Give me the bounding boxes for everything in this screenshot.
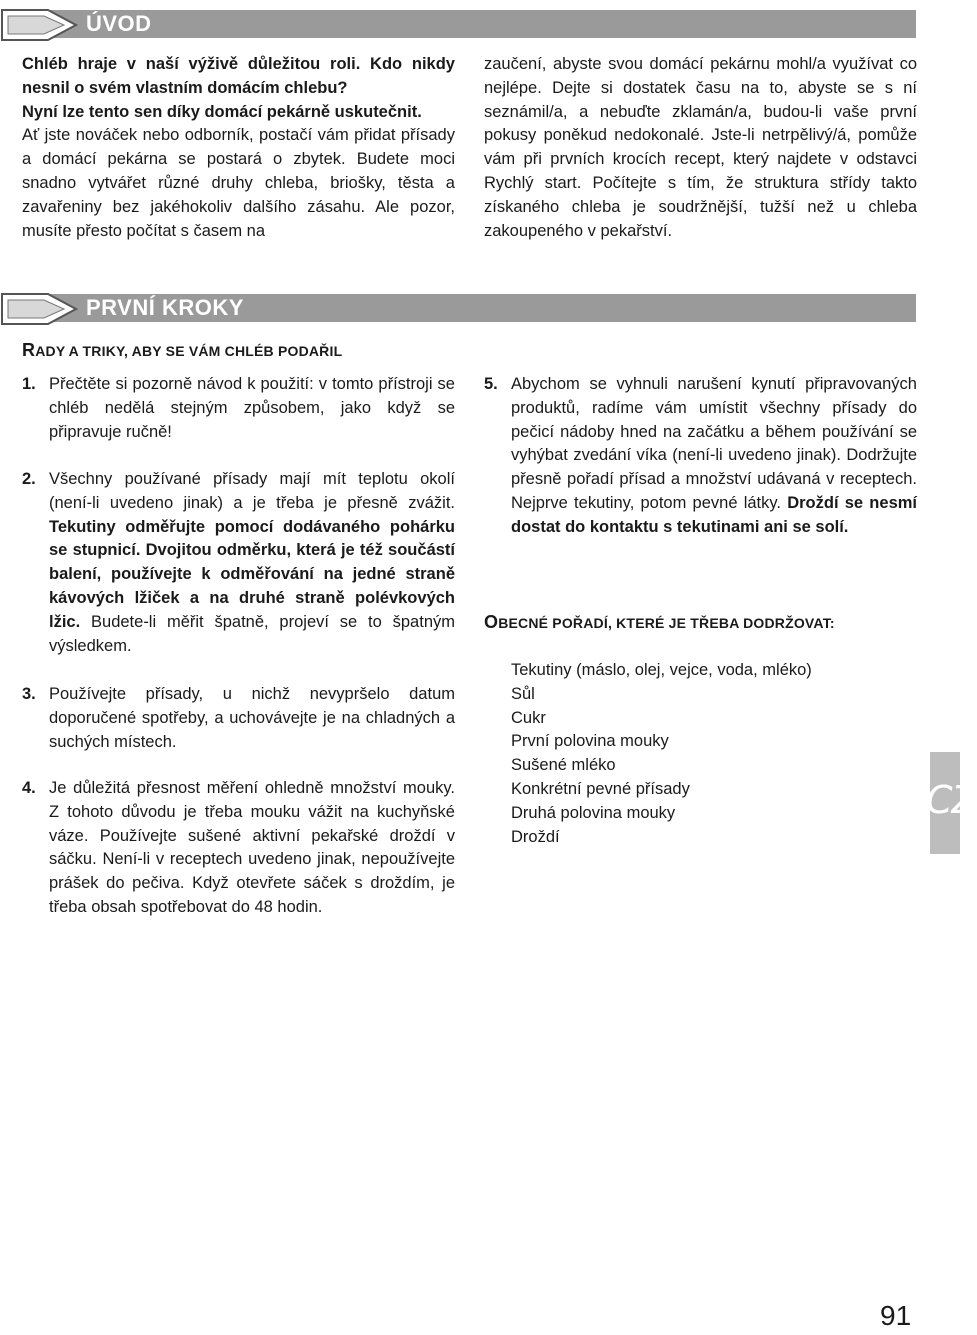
tip-text-bold: Tekutiny odměřujte pomocí dodávaného pohárku se stupnicí. Dvojitou odměrku, která je též součástí balení, používejte k odměřování na jedné straně kávových lžiček a na druhé straně polévkových lžic. <box>49 517 455 631</box>
order-heading-rest: BECNÉ POŘADÍ, KTERÉ JE TŘEBA DODRŽOVAT: <box>498 615 835 631</box>
tip-text: Přečtěte si pozorně návod k použití: v tomto přístroji se chléb nedělá stejným způsobem, jako když se připravuje ručně! <box>49 375 455 441</box>
intro-right-column <box>484 53 917 243</box>
order-list <box>511 659 812 849</box>
intro-paragraph-right: zaučení, abyste svou domácí pekárnu mohl/a využívat co nejlépe. Dejte si dostatek času na to, abyste se s ní seznámil/a, a nebuďte zklamán/a, budou-li vaše první pokusy poněkud nedokonalé. Jste-li netrpělivý/á, pomůže vám při prvních krocích recept, který najdete v odstavci Rychlý start. Počítejte s tím, že struktura střídy takto získaného chleba je soudržnější, tužší než u chleba zakoupeného v pekařství. <box>484 55 917 240</box>
tip-item-1 <box>22 373 455 444</box>
list-item: Druhá polovina mouky <box>511 803 676 822</box>
tips-heading-rest: ADY A TRIKY, ABY SE VÁM CHLÉB PODAŘIL <box>35 343 343 359</box>
tip-number: 4. <box>22 779 36 797</box>
list-item: Sůl <box>511 684 535 703</box>
tip-text-part: Všechny používané přísady mají mít teplotu okolí (není-li uvedeno jinak) a je třeba je přesně zvážit. <box>49 470 455 512</box>
list-item: Sušené mléko <box>511 756 616 775</box>
tips-heading <box>22 340 342 361</box>
tip-item-2 <box>22 468 455 658</box>
tip-text: Je důležitá přesnost měření ohledně množství mouky. Z tohoto důvodu je třeba mouku vážit na kuchyňské váze. Používejte sušené aktivní pekařské droždí v sáčku. Není-li v receptech uvedeno jinak, nepoužívejte prášek do pečiva. Když otevřete sáček s droždím, je třeba obsah spotřebovat do 48 hodin. <box>49 779 455 916</box>
tip-text: Používejte přísady, u nichž nevypršelo datum doporučené spotřeby, a uchovávejte je na chladných a suchých místech. <box>49 685 455 751</box>
list-item: Konkrétní pevné přísady <box>511 779 690 798</box>
tip-text <box>49 468 455 658</box>
list-item: Cukr <box>511 708 546 727</box>
section-title-prvni-kroky: PRVNÍ KROKY <box>86 295 244 320</box>
tip-item-4 <box>22 777 455 920</box>
intro-paragraph-left: Ať jste nováček nebo odborník, postačí vám přidat přísady a domácí pekárna se postará o zbytek. Budete moci snadno vytvářet různé druhy chleba, briošky, těsta a zavařeniny bez jakéhokoliv dalšího zásahu. Ale pozor, musíte přesto počítat s časem na <box>22 126 455 240</box>
page-number: 91 <box>880 1300 912 1331</box>
language-tab-label: CZ <box>926 778 977 822</box>
list-item: První polovina mouky <box>511 732 669 751</box>
section-arrow-icon <box>0 4 80 46</box>
tip-item-3 <box>22 683 455 754</box>
tip-number: 1. <box>22 375 36 393</box>
tip-item-5 <box>484 373 917 540</box>
list-item: Droždí <box>511 827 560 846</box>
order-heading <box>484 612 835 633</box>
tip-text-part: Abychom se vyhnuli narušení kynutí připravovaných produktů, radíme vám umístit všechny přísady do pečicí nádoby hned na začátku a během používání se vyhýbat zvedání víka (není-li uvedeno jinak). Dodržujte přesně pořadí přísad a množství udávaná v receptech. Nejprve tekutiny, potom pevné látky. <box>511 375 917 512</box>
order-heading-initial: O <box>484 612 499 632</box>
language-tab <box>926 752 977 854</box>
intro-bold-line: Chléb hraje v naší výživě důležitou roli. Kdo nikdy nesnil o svém vlastním domácím chlebu? <box>22 55 455 97</box>
tips-heading-initial: R <box>22 340 36 360</box>
section-title-uvod: ÚVOD <box>86 11 152 36</box>
tip-number: 5. <box>484 375 498 393</box>
tip-number: 3. <box>22 685 36 703</box>
list-item: Tekutiny (máslo, olej, vejce, voda, mléko) <box>511 661 812 679</box>
tip-text <box>511 373 917 540</box>
intro-bold-line: Nyní lze tento sen díky domácí pekárně uskutečnit. <box>22 102 422 121</box>
tip-text-part: Budete-li měřit špatně, projeví se to špatným výsledkem. <box>49 612 455 655</box>
tip-number: 2. <box>22 470 36 488</box>
intro-left-column <box>22 53 455 243</box>
tip-text-bold: Droždí se nesmí dostat do kontaktu s tekutinami ani se solí. <box>511 493 917 536</box>
section-arrow-icon <box>0 288 80 330</box>
